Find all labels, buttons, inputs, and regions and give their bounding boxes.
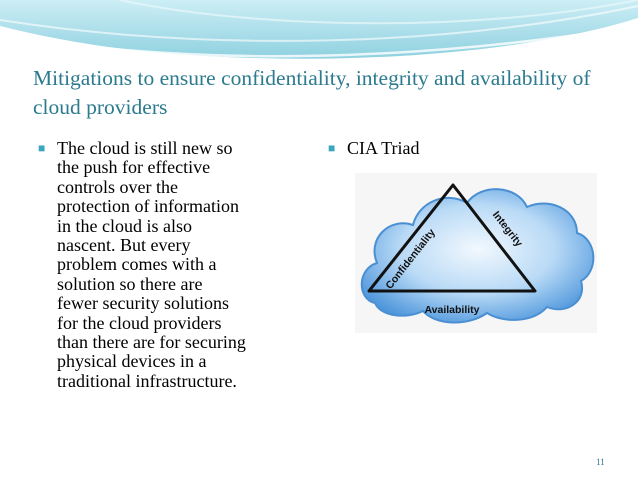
bullet-line: for the cloud providers (57, 312, 222, 333)
square-bullet-icon: ■ (38, 141, 46, 155)
bullet-line: problem comes with a (57, 254, 217, 275)
bullet-line: than there are for securing (57, 332, 246, 353)
bullet-line: solution so there are (57, 273, 203, 294)
bullet-line: in the cloud is also (57, 215, 192, 236)
square-bullet-icon: ■ (328, 141, 336, 155)
bullet-line: traditional infrastructure. (57, 370, 237, 391)
left-bullet-text (57, 139, 308, 391)
confidentiality-label: Confidentiality (383, 226, 438, 292)
header-decoration (0, 0, 638, 70)
availability-label: Availability (424, 304, 480, 316)
integrity-label: Integrity (489, 209, 525, 250)
right-bullet-text: CIA Triad (347, 138, 420, 158)
cia-triad-diagram (355, 173, 597, 333)
bullet-line: physical devices in a (57, 351, 207, 372)
bullet-line: nascent. But every (57, 235, 191, 256)
right-bullet (328, 139, 528, 158)
bullet-line: controls over the (57, 176, 178, 197)
left-bullet (38, 139, 308, 391)
bullet-line: The cloud is still new so (57, 138, 233, 158)
bullet-line: fewer security solutions (57, 293, 229, 314)
bullet-line: the push for effective (57, 157, 211, 178)
bullet-line: protection of information (57, 196, 239, 217)
page-number: 11 (596, 457, 605, 467)
slide-title: Mitigations to ensure confidentiality, integrity and availability of cloud providers (33, 66, 591, 119)
